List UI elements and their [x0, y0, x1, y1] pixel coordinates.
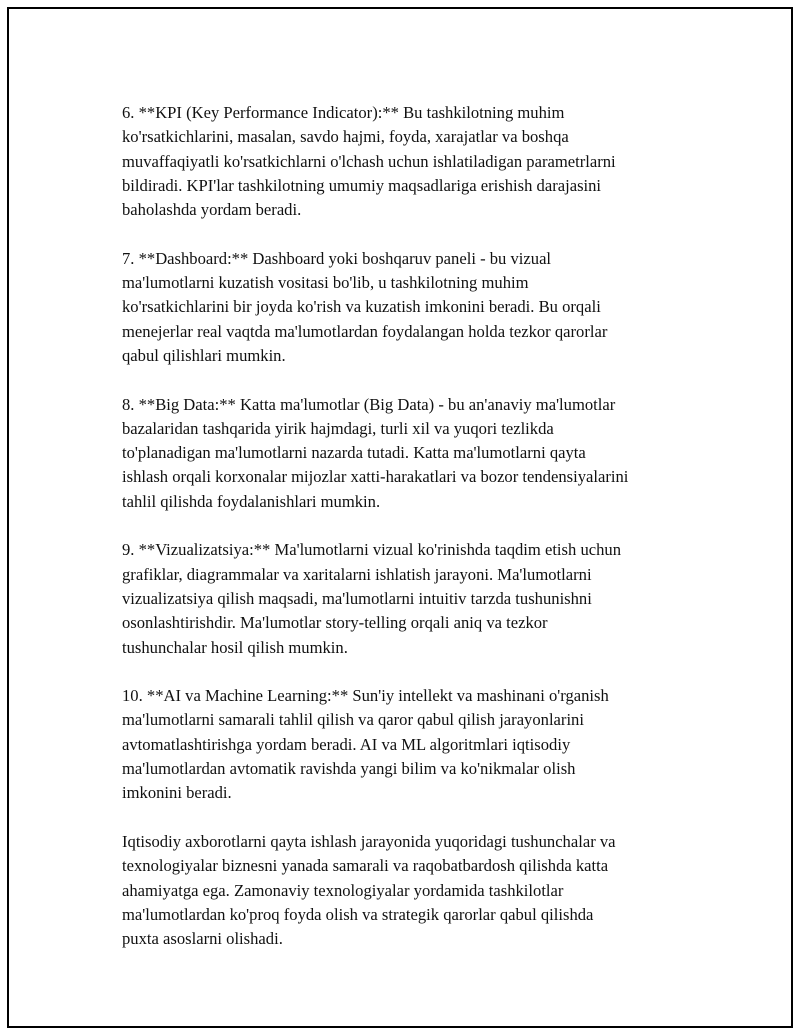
paragraph-kpi: 6. **KPI (Key Performance Indicator):** Bu tashkilotning muhim ko'rsatkichlarini, masalan, savdo hajmi, foyda, xarajatlar va boshqa muvaffaqiyatli ko'rsatkichlarni o'lchash uchun ishlatiladigan parametrlarni bildiradi. KPI'lar tashkilotning umumiy maqsadlariga erishish darajasini baholashda yordam beradi. — [122, 103, 616, 220]
page-frame — [7, 7, 793, 1028]
paragraph-ai-ml: 10. **AI va Machine Learning:** Sun'iy intellekt va mashinani o'rganish ma'lumotlarni samarali tahlil qilish va qaror qabul qilish jarayonlarini avtomatlashtirishga yordam beradi. AI va ML algoritmlari iqtisodiy ma'lumotlardan avtomatik ravishda yangi bilim va ko'nikmalar olish imkonini beradi. — [122, 686, 609, 803]
paragraph-big-data: 8. **Big Data:** Katta ma'lumotlar (Big Data) - bu an'anaviy ma'lumotlar bazalaridan tashqarida yirik hajmdagi, turli xil va yuqori tezlikda to'planadigan ma'lumotlarni nazarda tutadi. Katta ma'lumotlarni qayta ishlash orqali korxonalar mijozlar xatti-harakatlari va bozor tendensiyalarini tahlil qilishda foydalanishlari mumkin. — [122, 394, 629, 511]
paragraph-dashboard: 7. **Dashboard:** Dashboard yoki boshqaruv paneli - bu vizual ma'lumotlarni kuzatish vositasi bo'lib, u tashkilotning muhim ko'rsatkichlarini bir joyda ko'rish va kuzatish imkonini beradi. Bu orqali menejerlar real vaqtda ma'lumotlardan foydalangan holda tezkor qarorlar qabul qilishlari mumkin. — [122, 248, 608, 365]
paragraph-vizualizatsiya: 9. **Vizualizatsiya:** Ma'lumotlarni vizual ko'rinishda taqdim etish uchun grafiklar, diagrammalar va xaritalarni ishlatish jarayoni. Ma'lumotlarni vizualizatsiya qilish maqsadi, ma'lumotlarni intuitiv tarzda tushunishni osonlashtirishdir. Ma'lumotlar story-telling orqali aniq va tezkor tushunchalar hosil qilish mumkin. — [122, 540, 622, 657]
document-body — [122, 101, 702, 976]
paragraph-conclusion: Iqtisodiy axborotlarni qayta ishlash jarayonida yuqoridagi tushunchalar va texnologiyalar biznesni yanada samarali va raqobatbardosh qilishda katta ahamiyatga ega. Zamonaviy texnologiyalar yordamida tashkilotlar ma'lumotlardan ko'proq foyda olish va strategik qarorlar qabul qilishda puxta asoslarni olishadi. — [122, 831, 616, 949]
